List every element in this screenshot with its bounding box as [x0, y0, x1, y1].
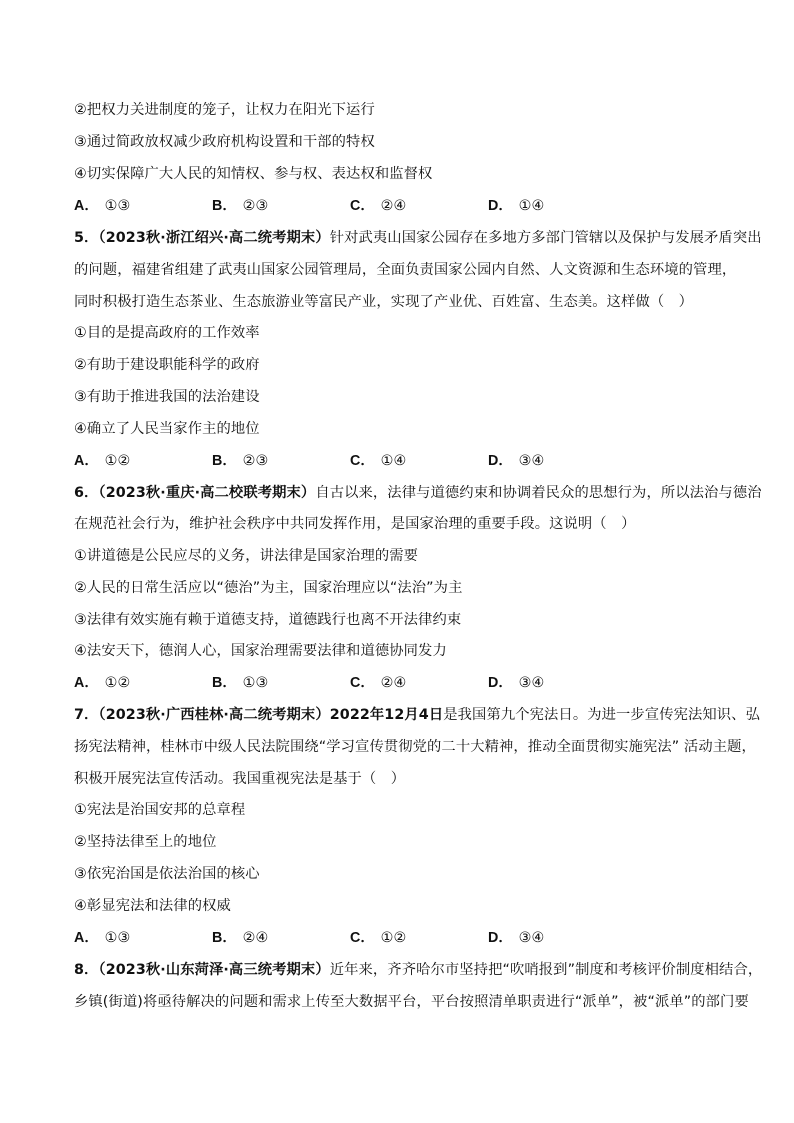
q7-date: 2022年12月4日 [329, 707, 444, 723]
q6-stem-line-2: 在规范社会行为，维护社会秩序中共同发挥作用，是国家治理的重要手段。这说明（ ） [74, 516, 636, 532]
q8-source: （2023秋·山东菏泽·高三统考期末） [98, 962, 330, 978]
q7-number: 7． [74, 707, 99, 723]
q7-stem-line-2: 扬宪法精神，桂林市中级人民法院围绕“学习宣传贯彻党的二十大精神，推动全面贯彻实施宪法” 活动主题， [74, 739, 756, 755]
q7-statement-4: ④彰显宪法和法律的权威 [74, 898, 231, 914]
q6-statement-3: ③法律有效实施有赖于道德支持，道德践行也离不开法律约束 [74, 612, 462, 628]
q6-number: 6． [74, 485, 99, 501]
q5-source: （2023秋·浙江绍兴·高二统考期末） [98, 230, 330, 246]
q8-stem-line-2: 乡镇(街道)将亟待解决的问题和需求上传至大数据平台，平台按照清单职责进行“派单”，被“派单”的部门要 [74, 994, 749, 1010]
q5-stem-line-3: 同时积极打造生态茶业、生态旅游业等富民产业，实现了产业优、百姓富、生态美。这样做（ ） [74, 294, 694, 310]
q7-source: （2023秋·广西桂林·高二统考期末） [98, 707, 330, 723]
q4-option-b[interactable]: B． ②③ [212, 198, 269, 214]
q4-statement-2: ②把权力关进制度的笼子，让权力在阳光下运行 [74, 102, 375, 118]
q6-option-a[interactable]: A． ①② [74, 675, 131, 691]
q5-option-a[interactable]: A． ①② [74, 453, 131, 469]
q5-statement-1: ①目的是提高政府的工作效率 [74, 325, 260, 341]
q7-stem-line-3: 积极开展宪法宣传活动。我国重视宪法是基于（ ） [74, 771, 406, 787]
q5-option-c[interactable]: C． ①④ [350, 453, 407, 469]
q4-option-c[interactable]: C． ②④ [350, 198, 407, 214]
q6-source: （2023秋·重庆·高二校联考期末） [98, 485, 316, 501]
q5-statement-3: ③有助于推进我国的法治建设 [74, 389, 260, 405]
q7-option-a[interactable]: A． ①③ [74, 930, 131, 946]
q5-statement-4: ④确立了人民当家作主的地位 [74, 421, 260, 437]
q5-options [74, 451, 734, 471]
q7-statement-3: ③依宪治国是依法治国的核心 [74, 866, 260, 882]
q7-statement-2: ②坚持法律至上的地位 [74, 834, 217, 850]
q5-option-b[interactable]: B． ②③ [212, 453, 269, 469]
q7-stem-line-1: 7．（2023秋·广西桂林·高二统考期末）2022年12月4日是我国第九个宪法日。为进一步宣传宪法知识、弘 [74, 707, 760, 723]
q6-statement-4: ④法安天下，德润人心，国家治理需要法律和道德协同发力 [74, 643, 447, 659]
q7-statement-1: ①宪法是治国安邦的总章程 [74, 802, 246, 818]
q4-options [74, 196, 734, 216]
q6-options [74, 673, 734, 693]
q4-option-d[interactable]: D． ①④ [488, 198, 545, 214]
q7-options [74, 928, 734, 948]
q5-statement-2: ②有助于建设职能科学的政府 [74, 357, 260, 373]
q7-option-b[interactable]: B． ②④ [212, 930, 269, 946]
q4-statement-3: ③通过简政放权减少政府机构设置和干部的特权 [74, 134, 375, 150]
q6-option-d[interactable]: D． ③④ [488, 675, 545, 691]
q7-option-c[interactable]: C． ①② [350, 930, 407, 946]
q6-statement-1: ①讲道德是公民应尽的义务，讲法律是国家治理的需要 [74, 548, 419, 564]
q4-statement-4: ④切实保障广大人民的知情权、参与权、表达权和监督权 [74, 166, 433, 182]
q8-number: 8． [74, 962, 99, 978]
q5-number: 5． [74, 230, 99, 246]
q5-option-d[interactable]: D． ③④ [488, 453, 545, 469]
q5-stem-line-1: 5．（2023秋·浙江绍兴·高二统考期末）针对武夷山国家公园存在多地方多部门管辖以及保护与发展矛盾突出 [74, 230, 762, 246]
q7-option-d[interactable]: D． ③④ [488, 930, 545, 946]
q6-option-c[interactable]: C． ②④ [350, 675, 407, 691]
q5-stem-line-2: 的问题，福建省组建了武夷山国家公园管理局，全面负责国家公园内自然、人文资源和生态环境的管理， [74, 262, 737, 278]
q8-stem-line-1: 8．（2023秋·山东菏泽·高三统考期末）近年来，齐齐哈尔市坚持把“吹哨报到”制度和考核评价制度相结合， [74, 962, 763, 978]
q4-option-a[interactable]: A． ①③ [74, 198, 131, 214]
q6-option-b[interactable]: B． ①③ [212, 675, 269, 691]
q6-statement-2: ②人民的日常生活应以“德治”为主，国家治理应以“法治”为主 [74, 580, 463, 596]
q6-stem-line-1: 6．（2023秋·重庆·高二校联考期末）自古以来，法律与道德约束和协调着民众的思想行为，所以法治与德治 [74, 485, 762, 501]
